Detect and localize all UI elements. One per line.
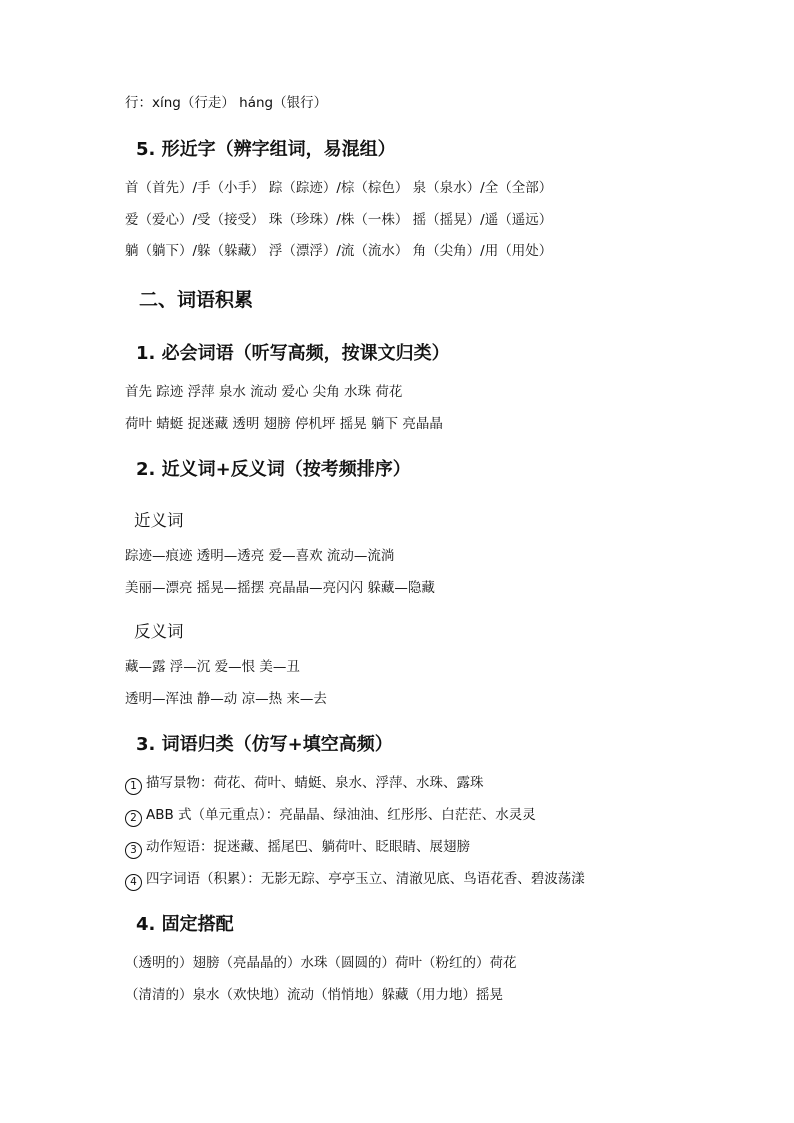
category-item-text: 描写景物：荷花、荷叶、蜻蜓、泉水、浮萍、水珠、露珠 bbox=[146, 775, 484, 791]
similar-chars-line-3: 躺（躺下）/躲（躲藏） 浮（漂浮）/流（流水） 角（尖角）/用（用处） bbox=[125, 243, 553, 259]
must-know-words-line-2: 荷叶 蜻蜓 捉迷藏 透明 翅膀 停机坪 摇晃 躺下 亮晶晶 bbox=[125, 416, 443, 432]
category-item-text: 动作短语：捉迷藏、摇尾巴、躺荷叶、眨眼睛、展翅膀 bbox=[146, 839, 470, 855]
section-2-heading: 2. 近义词+反义词（按考频排序） bbox=[136, 459, 411, 480]
similar-chars-line-1: 首（首先）/手（小手） 踪（踪迹）/棕（棕色） 泉（泉水）/全（全部） bbox=[125, 180, 553, 196]
section-1-heading: 1. 必会词语（听写高频，按课文归类） bbox=[136, 343, 450, 364]
category-item-4 bbox=[125, 869, 585, 891]
section-4-heading: 4. 固定搭配 bbox=[136, 914, 234, 935]
category-item-text: 四字词语（积累）：无影无踪、亭亭玉立、清澈见底、鸟语花香、碧波荡漾 bbox=[146, 871, 585, 887]
pronunciation-line: 行：xíng（行走） háng（银行） bbox=[125, 95, 328, 111]
must-know-words-line-1: 首先 踪迹 浮萍 泉水 流动 爱心 尖角 水珠 荷花 bbox=[125, 384, 403, 400]
circled-number: 4 bbox=[125, 874, 142, 891]
section-5-heading: 5. 形近字（辨字组词，易混组） bbox=[136, 139, 396, 160]
antonyms-label: 反义词 bbox=[134, 622, 184, 641]
circled-number: 3 bbox=[125, 842, 142, 859]
antonyms-line-2: 透明—浑浊 静—动 凉—热 来—去 bbox=[125, 691, 327, 707]
circled-number: 1 bbox=[125, 778, 142, 795]
synonyms-line-1: 踪迹—痕迹 透明—透亮 爱—喜欢 流动—流淌 bbox=[125, 548, 395, 564]
collocation-line-2: （清清的）泉水（欢快地）流动（悄悄地）躲藏（用力地）摇晃 bbox=[125, 987, 503, 1003]
collocation-line-1: （透明的）翅膀（亮晶晶的）水珠（圆圆的）荷叶（粉红的）荷花 bbox=[125, 955, 517, 971]
section-3-heading: 3. 词语归类（仿写+填空高频） bbox=[136, 734, 393, 755]
synonyms-line-2: 美丽—漂亮 摇晃—摇摆 亮晶晶—亮闪闪 躲藏—隐藏 bbox=[125, 580, 435, 596]
category-item-2 bbox=[125, 805, 536, 827]
similar-chars-line-2: 爱（爱心）/受（接受） 珠（珍珠）/株（一株） 摇（摇晃）/遥（遥远） bbox=[125, 212, 553, 228]
part-2-heading: 二、词语积累 bbox=[139, 289, 254, 311]
category-item-1 bbox=[125, 773, 484, 795]
category-item-text: ABB 式（单元重点）：亮晶晶、绿油油、红彤彤、白茫茫、水灵灵 bbox=[146, 807, 536, 823]
antonyms-line-1: 藏—露 浮—沉 爱—恨 美—丑 bbox=[125, 659, 300, 675]
category-item-3 bbox=[125, 837, 470, 859]
synonyms-label: 近义词 bbox=[134, 511, 184, 530]
circled-number: 2 bbox=[125, 810, 142, 827]
